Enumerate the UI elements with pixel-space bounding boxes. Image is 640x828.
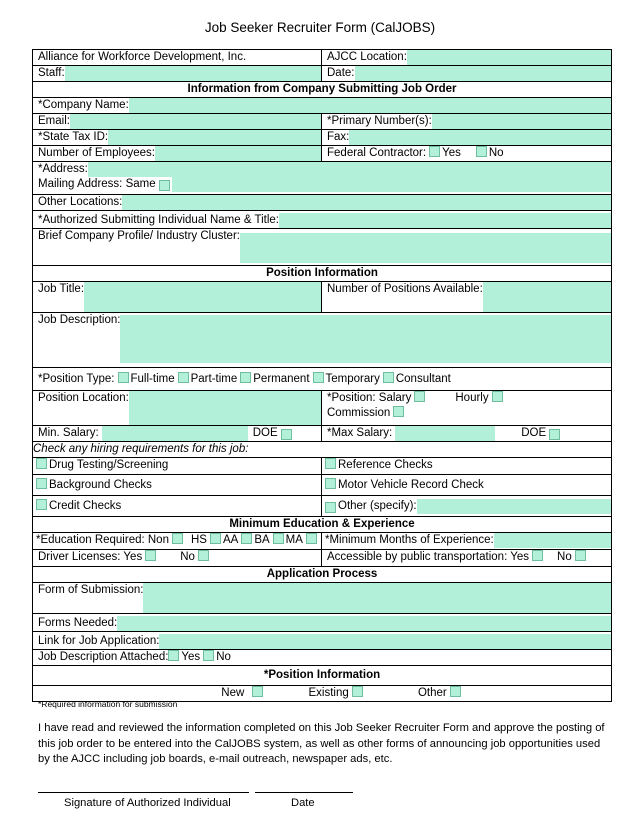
reference-checks-label: Reference Checks xyxy=(338,459,433,471)
max-salary-label: *Max Salary: xyxy=(327,427,393,439)
min-salary-field[interactable] xyxy=(102,426,248,441)
mailing-address-field[interactable] xyxy=(172,177,611,192)
job-desc-attached-label: Job Description Attached: xyxy=(38,651,169,663)
check-requirements-label: Check any hiring requirements for this job: xyxy=(33,442,612,458)
job-title-label: Job Title: xyxy=(38,283,85,295)
edu-none-checkbox[interactable] xyxy=(172,533,183,544)
primary-numbers-field[interactable] xyxy=(432,114,611,129)
type-consultant-label: Consultant xyxy=(395,373,451,385)
edu-hs-checkbox[interactable] xyxy=(210,533,221,544)
type-part-time-checkbox[interactable] xyxy=(178,372,189,383)
form-submission-field[interactable] xyxy=(143,583,611,613)
accessible-yes-checkbox[interactable] xyxy=(532,550,543,561)
hourly-checkbox[interactable] xyxy=(492,391,503,402)
staff-field[interactable] xyxy=(65,66,321,81)
job-desc-attached-yes-checkbox[interactable] xyxy=(168,650,179,661)
authorized-individual-field[interactable] xyxy=(279,213,611,228)
edu-aa-checkbox[interactable] xyxy=(241,533,252,544)
type-temporary-label: Temporary xyxy=(325,373,380,385)
email-field[interactable] xyxy=(70,114,321,129)
other-specify-field[interactable] xyxy=(417,499,611,514)
existing-checkbox[interactable] xyxy=(352,686,363,697)
link-application-field[interactable] xyxy=(159,634,611,649)
new-label: New xyxy=(221,687,245,699)
signature-date-label: Date xyxy=(291,797,315,809)
driver-licenses-yes-checkbox[interactable] xyxy=(145,550,156,561)
company-profile-field[interactable] xyxy=(240,233,611,263)
type-full-time-checkbox[interactable] xyxy=(118,372,129,383)
existing-label: Existing xyxy=(308,687,349,699)
fax-label: Fax: xyxy=(327,131,350,143)
edu-ba-checkbox[interactable] xyxy=(273,533,284,544)
date-line[interactable] xyxy=(255,792,353,793)
max-doe-checkbox[interactable] xyxy=(549,429,560,440)
credit-checks-label: Credit Checks xyxy=(49,500,122,512)
staff-label: Staff: xyxy=(38,67,65,79)
other-locations-label: Other Locations: xyxy=(38,196,123,208)
company-name-label: *Company Name: xyxy=(38,99,129,111)
federal-contractor-yes-label: Yes xyxy=(442,147,461,159)
ajcc-location-field[interactable] xyxy=(407,50,611,65)
company-name-field[interactable] xyxy=(129,98,611,113)
background-checks-label: Background Checks xyxy=(49,479,152,491)
form-submission-label: Form of Submission: xyxy=(38,584,144,596)
edu-aa-label: AA xyxy=(222,534,239,546)
commission-label: Commission xyxy=(327,407,391,419)
salary-checkbox[interactable] xyxy=(414,391,425,402)
mailing-same-checkbox[interactable] xyxy=(159,180,170,191)
required-note: *Required information for submission xyxy=(38,699,178,709)
edu-hs-label: HS xyxy=(190,534,207,546)
position-salary-label: *Position: Salary xyxy=(327,392,412,404)
federal-contractor-no-checkbox[interactable] xyxy=(476,146,487,157)
num-employees-label: Number of Employees: xyxy=(38,147,155,159)
driver-licenses-no-label: No xyxy=(180,551,195,563)
primary-numbers-label: *Primary Number(s): xyxy=(327,115,432,127)
address-field[interactable] xyxy=(88,162,611,177)
federal-contractor-label: Federal Contractor: xyxy=(327,147,427,159)
other-specify-checkbox[interactable] xyxy=(325,502,336,513)
type-permanent-checkbox[interactable] xyxy=(240,372,251,383)
accessible-no-label: No xyxy=(557,551,572,563)
job-desc-attached-yes-label: Yes xyxy=(181,651,201,663)
job-order-form xyxy=(32,49,612,702)
edu-ba-label: BA xyxy=(254,534,270,546)
position-type-label: *Position Type: xyxy=(38,373,115,385)
forms-needed-field[interactable] xyxy=(117,616,611,631)
link-application-label: Link for Job Application: xyxy=(38,635,160,647)
type-full-time-label: Full-time xyxy=(130,373,175,385)
num-positions-field[interactable] xyxy=(483,282,611,312)
type-permanent-label: Permanent xyxy=(253,373,310,385)
accessible-no-checkbox[interactable] xyxy=(575,550,586,561)
other-locations-field[interactable] xyxy=(122,195,611,210)
job-description-field[interactable] xyxy=(120,315,611,363)
date-label: Date: xyxy=(327,67,355,79)
email-label: Email: xyxy=(38,115,70,127)
authorized-individual-label: *Authorized Submitting Individual Name & Title: xyxy=(38,214,279,226)
edu-ma-label: MA xyxy=(285,534,303,546)
approval-statement: I have read and reviewed the information completed on this Job Seeker Recruiter Form and approve the posting of this job order to be entered into the CalJOBS system, as well as other forms of announcing job opportunities used by the AJCC including job boards, e-mail outreach, newspaper ads, etc. xyxy=(38,722,605,765)
min-months-label: *Minimum Months of Experience: xyxy=(325,534,494,546)
section-education-header: Minimum Education & Experience xyxy=(33,517,612,533)
form-title: Job Seeker Recruiter Form (CalJOBS) xyxy=(204,20,436,35)
new-checkbox[interactable] xyxy=(252,686,263,697)
min-salary-label: Min. Salary: xyxy=(38,427,99,439)
other-checkbox[interactable] xyxy=(450,686,461,697)
section-company-header: Information from Company Submitting Job Order xyxy=(33,82,612,98)
job-desc-attached-no-label: No xyxy=(216,651,231,663)
job-desc-attached-no-checkbox[interactable] xyxy=(203,650,214,661)
ajcc-location-label: AJCC Location: xyxy=(327,51,407,63)
position-location-field[interactable] xyxy=(129,391,321,425)
accessible-label: Accessible by public transportation: Yes xyxy=(327,551,530,563)
company-profile-label: Brief Company Profile/ Industry Cluster: xyxy=(38,230,240,242)
max-doe-label: DOE xyxy=(521,427,547,439)
commission-checkbox[interactable] xyxy=(393,406,404,417)
background-checks-checkbox[interactable] xyxy=(36,478,47,489)
min-doe-checkbox[interactable] xyxy=(281,429,292,440)
section-position-header: Position Information xyxy=(33,266,612,282)
fax-field[interactable] xyxy=(349,130,611,145)
num-employees-field[interactable] xyxy=(155,146,321,161)
state-tax-id-label: *State Tax ID: xyxy=(38,131,109,143)
reference-checks-checkbox[interactable] xyxy=(325,458,336,469)
section-position2-header: *Position Information xyxy=(33,666,612,686)
education-required-label: *Education Required: Non xyxy=(36,534,169,546)
type-part-time-label: Part-time xyxy=(190,373,238,385)
max-salary-field[interactable] xyxy=(395,426,495,441)
edu-ma-checkbox[interactable] xyxy=(306,533,317,544)
mailing-address-label: Mailing Address: Same xyxy=(38,178,156,190)
job-title-field[interactable] xyxy=(84,282,321,312)
section-application-header: Application Process xyxy=(33,567,612,583)
other-label: Other xyxy=(417,687,447,699)
state-tax-id-field[interactable] xyxy=(108,130,321,145)
hourly-label: Hourly xyxy=(455,392,489,404)
credit-checks-checkbox[interactable] xyxy=(36,499,47,510)
job-description-label: Job Description: xyxy=(38,314,121,326)
other-specify-label: Other (specify): xyxy=(338,500,417,512)
federal-contractor-yes-checkbox[interactable] xyxy=(429,146,440,157)
num-positions-label: Number of Positions Available: xyxy=(327,283,483,295)
mvr-check-checkbox[interactable] xyxy=(325,478,336,489)
type-consultant-checkbox[interactable] xyxy=(383,372,394,383)
mvr-check-label: Motor Vehicle Record Check xyxy=(338,479,484,491)
agency-name: Alliance for Workforce Development, Inc. xyxy=(38,51,247,63)
drug-testing-checkbox[interactable] xyxy=(36,458,47,469)
type-temporary-checkbox[interactable] xyxy=(313,372,324,383)
signature-label: Signature of Authorized Individual xyxy=(64,797,231,809)
min-months-field[interactable] xyxy=(494,533,611,548)
forms-needed-label: Forms Needed: xyxy=(38,617,118,629)
drug-testing-label: Drug Testing/Screening xyxy=(49,459,169,471)
position-location-label: Position Location: xyxy=(38,392,129,404)
address-label: *Address: xyxy=(38,163,88,175)
signature-line[interactable] xyxy=(38,792,249,793)
driver-licenses-label: Driver Licenses: Yes xyxy=(38,551,143,563)
date-field[interactable] xyxy=(355,66,612,81)
federal-contractor-no-label: No xyxy=(488,147,504,159)
min-doe-label: DOE xyxy=(252,427,278,439)
driver-licenses-no-checkbox[interactable] xyxy=(198,550,209,561)
